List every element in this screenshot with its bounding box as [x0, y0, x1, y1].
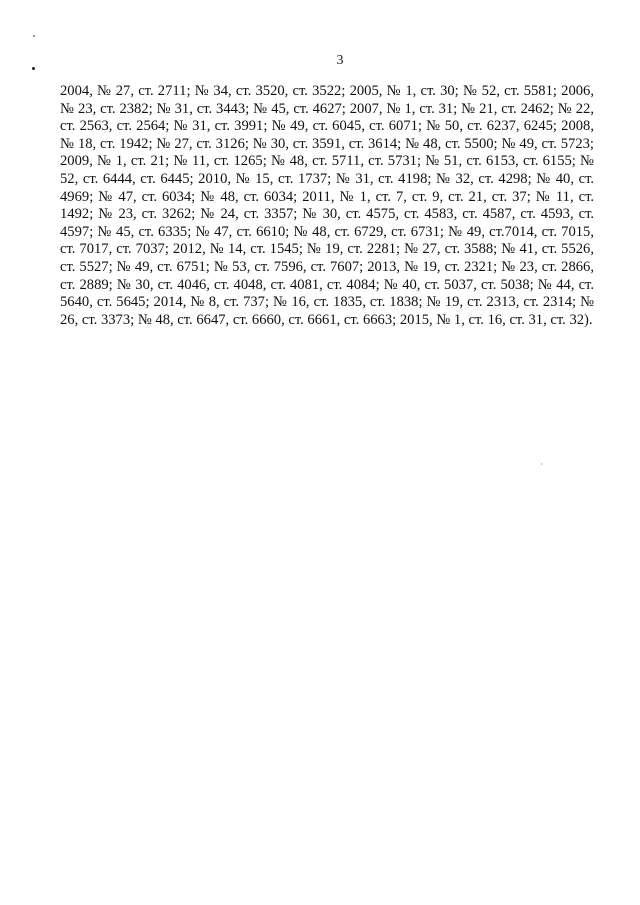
- page-number: 3: [336, 53, 344, 68]
- scan-artifact-dot: [33, 35, 35, 37]
- scan-artifact-dot: [541, 463, 542, 465]
- citation-paragraph: 2004, № 27, ст. 2711; № 34, ст. 3520, ст. 3522; 2005, № 1, ст. 30; № 52, ст. 5581; 2006, № 23, ст. 2382; № 31, ст. 3443; № 45, ст. 4627; 2007, № 1, ст. 31; № 21, ст. 2462; № 22, ст. 2563, ст. 2564; № 31, ст. 3991; № 49, ст. 6045, ст. 6071; № 50, ст. 6237, 6245; 2008, № 18, ст. 1942; № 27, ст. 3126; № 30, ст. 3591, ст. 3614; № 48, ст. 5500; № 49, ст. 5723; 2009, № 1, ст. 21; № 11, ст. 1265; № 48, ст. 5711, ст. 5731; № 51, ст. 6153, ст. 6155; № 52, ст. 6444, ст. 6445; 2010, № 15, ст. 1737; № 31, ст. 4198; № 32, ст. 4298; № 40, ст. 4969; № 47, ст. 6034; № 48, ст. 6034; 2011, № 1, ст. 7, ст. 9, ст. 21, ст. 37; № 11, ст. 1492; № 23, ст. 3262; № 24, ст. 3357; № 30, ст. 4575, ст. 4583, ст. 4587, ст. 4593, ст. 4597; № 45, ст. 6335; № 47, ст. 6610; № 48, ст. 6729, ст. 6731; № 49, ст.7014, ст. 7015, ст. 7017, ст. 7037; 2012, № 14, ст. 1545; № 19, ст. 2281; № 27, ст. 3588; № 41, ст. 5526, ст. 5527; № 49, ст. 6751; № 53, ст. 7596, ст. 7607; 2013, № 19, ст. 2321; № 23, ст. 2866, ст. 2889; № 30, ст. 4046, ст. 4048, ст. 4081, ст. 4084; № 40, ст. 5037, ст. 5038; № 44, ст. 5640, ст. 5645; 2014, № 8, ст. 737; № 16, ст. 1835, ст. 1838; № 19, ст. 2313, ст. 2314; № 26, ст. 3373; № 48, ст. 6647, ст. 6660, ст. 6661, ст. 6663; 2015, № 1, ст. 16, ст. 31, ст. 32).: [60, 83, 594, 328]
